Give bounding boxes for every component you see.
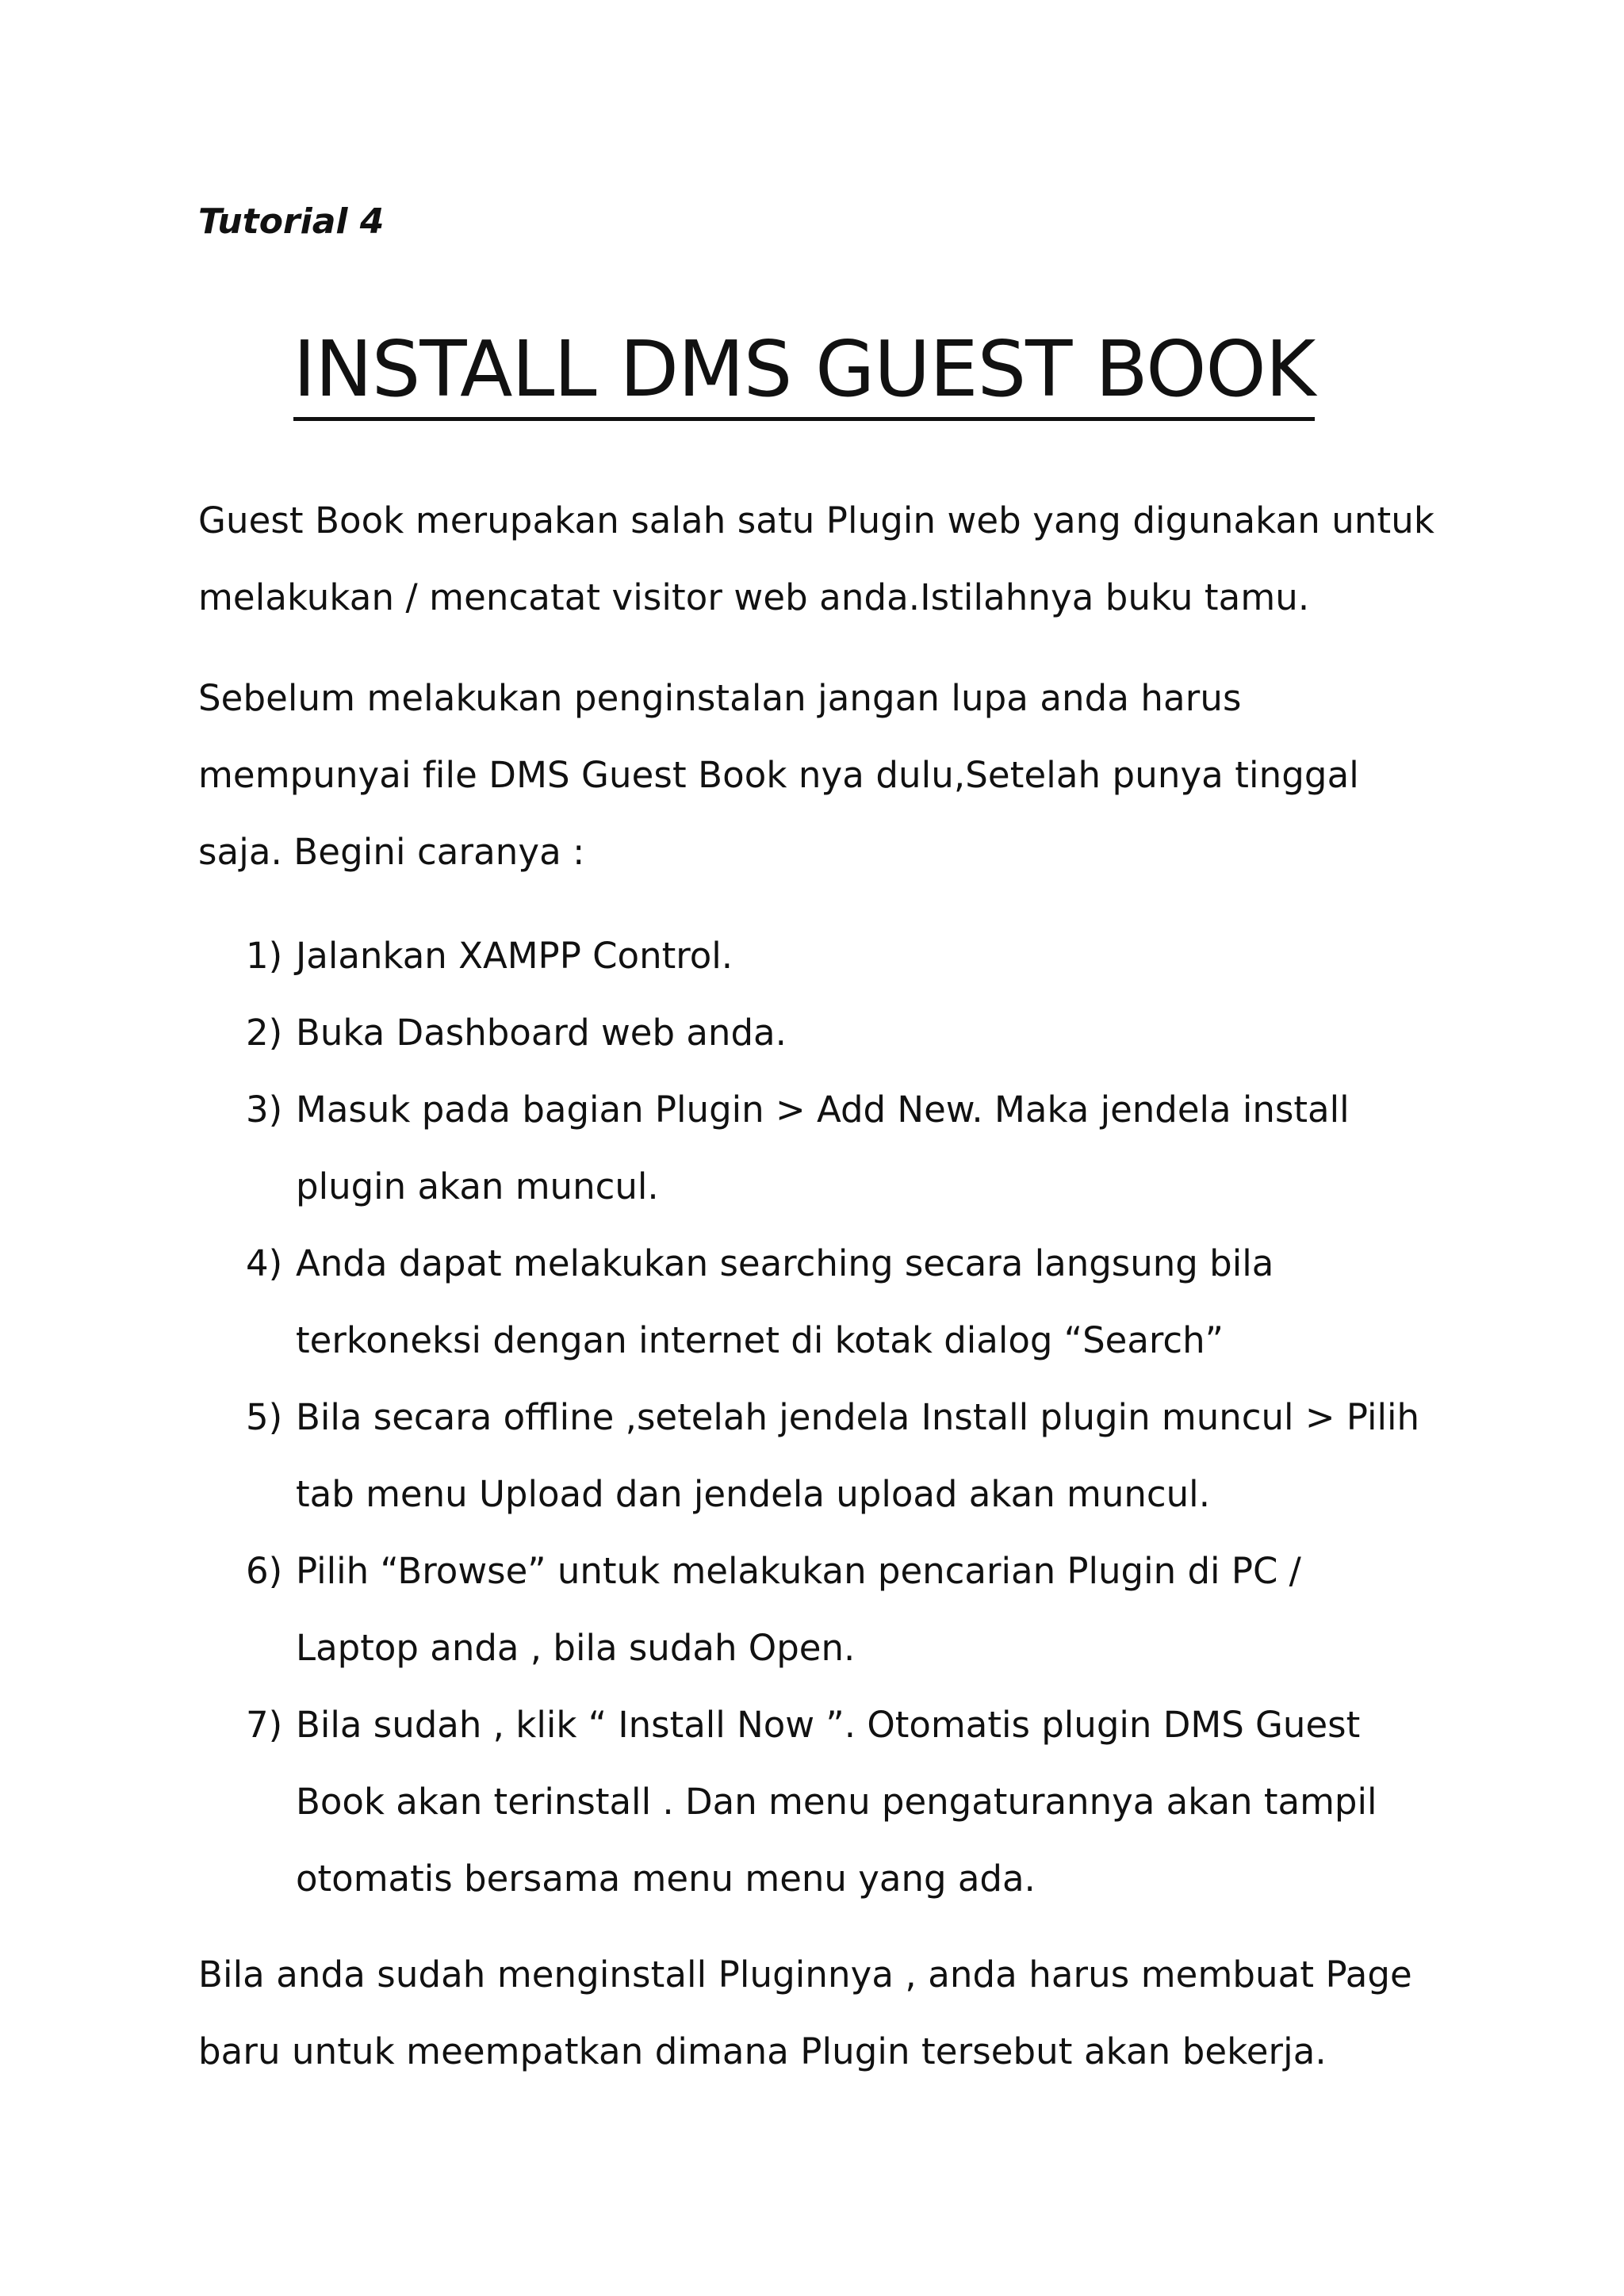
list-item <box>198 1686 1435 1917</box>
step-text: Pilih “Browse” untuk melakukan pencarian Plugin di PC / Laptop anda , bila sudah Open. <box>296 1550 1301 1669</box>
list-item <box>198 994 1435 1071</box>
list-item <box>198 1379 1435 1533</box>
step-number: 1) <box>246 935 283 977</box>
list-item <box>198 1071 1435 1225</box>
list-item <box>198 917 1435 994</box>
title-container <box>0 325 1624 421</box>
step-text: Bila sudah , klik “ Install Now ”. Otomatis plugin DMS Guest Book akan terinstall . Dan menu pengaturannya akan tampil otomatis bersama menu menu yang ada. <box>296 1704 1377 1900</box>
step-text: Masuk pada bagian Plugin > Add New. Maka jendela install plugin akan muncul. <box>296 1089 1350 1207</box>
step-number: 2) <box>246 1012 283 1054</box>
steps-list <box>198 917 1435 1917</box>
step-text: Bila secara offline ,setelah jendela Install plugin muncul > Pilih tab menu Upload dan jendela upload akan muncul. <box>296 1396 1420 1515</box>
step-number: 7) <box>246 1704 283 1746</box>
tutorial-label: Tutorial 4 <box>198 201 385 242</box>
step-text: Anda dapat melakukan searching secara langsung bila terkoneksi dengan internet di kotak dialog “Search” <box>296 1242 1274 1361</box>
closing-paragraph: Bila anda sudah menginstall Pluginnya , anda harus membuat Page baru untuk meempatkan dimana Plugin tersebut akan bekerja. <box>198 1954 1412 2072</box>
step-number: 5) <box>246 1396 283 1438</box>
list-item <box>198 1225 1435 1379</box>
list-item <box>198 1533 1435 1686</box>
step-number: 3) <box>246 1089 283 1131</box>
prerequisite-paragraph: Sebelum melakukan penginstalan jangan lupa anda harus mempunyai file DMS Guest Book nya dulu,Setelah punya tinggal saja. Begini caranya : <box>198 677 1359 873</box>
step-number: 6) <box>246 1550 283 1592</box>
page-title: INSTALL DMS GUEST BOOK <box>293 325 1316 421</box>
step-text: Buka Dashboard web anda. <box>296 1012 787 1054</box>
step-number: 4) <box>246 1242 283 1284</box>
intro-paragraph: Guest Book merupakan salah satu Plugin web yang digunakan untuk melakukan / mencatat visitor web anda.Istilahnya buku tamu. <box>198 499 1435 618</box>
step-text: Jalankan XAMPP Control. <box>296 935 733 977</box>
